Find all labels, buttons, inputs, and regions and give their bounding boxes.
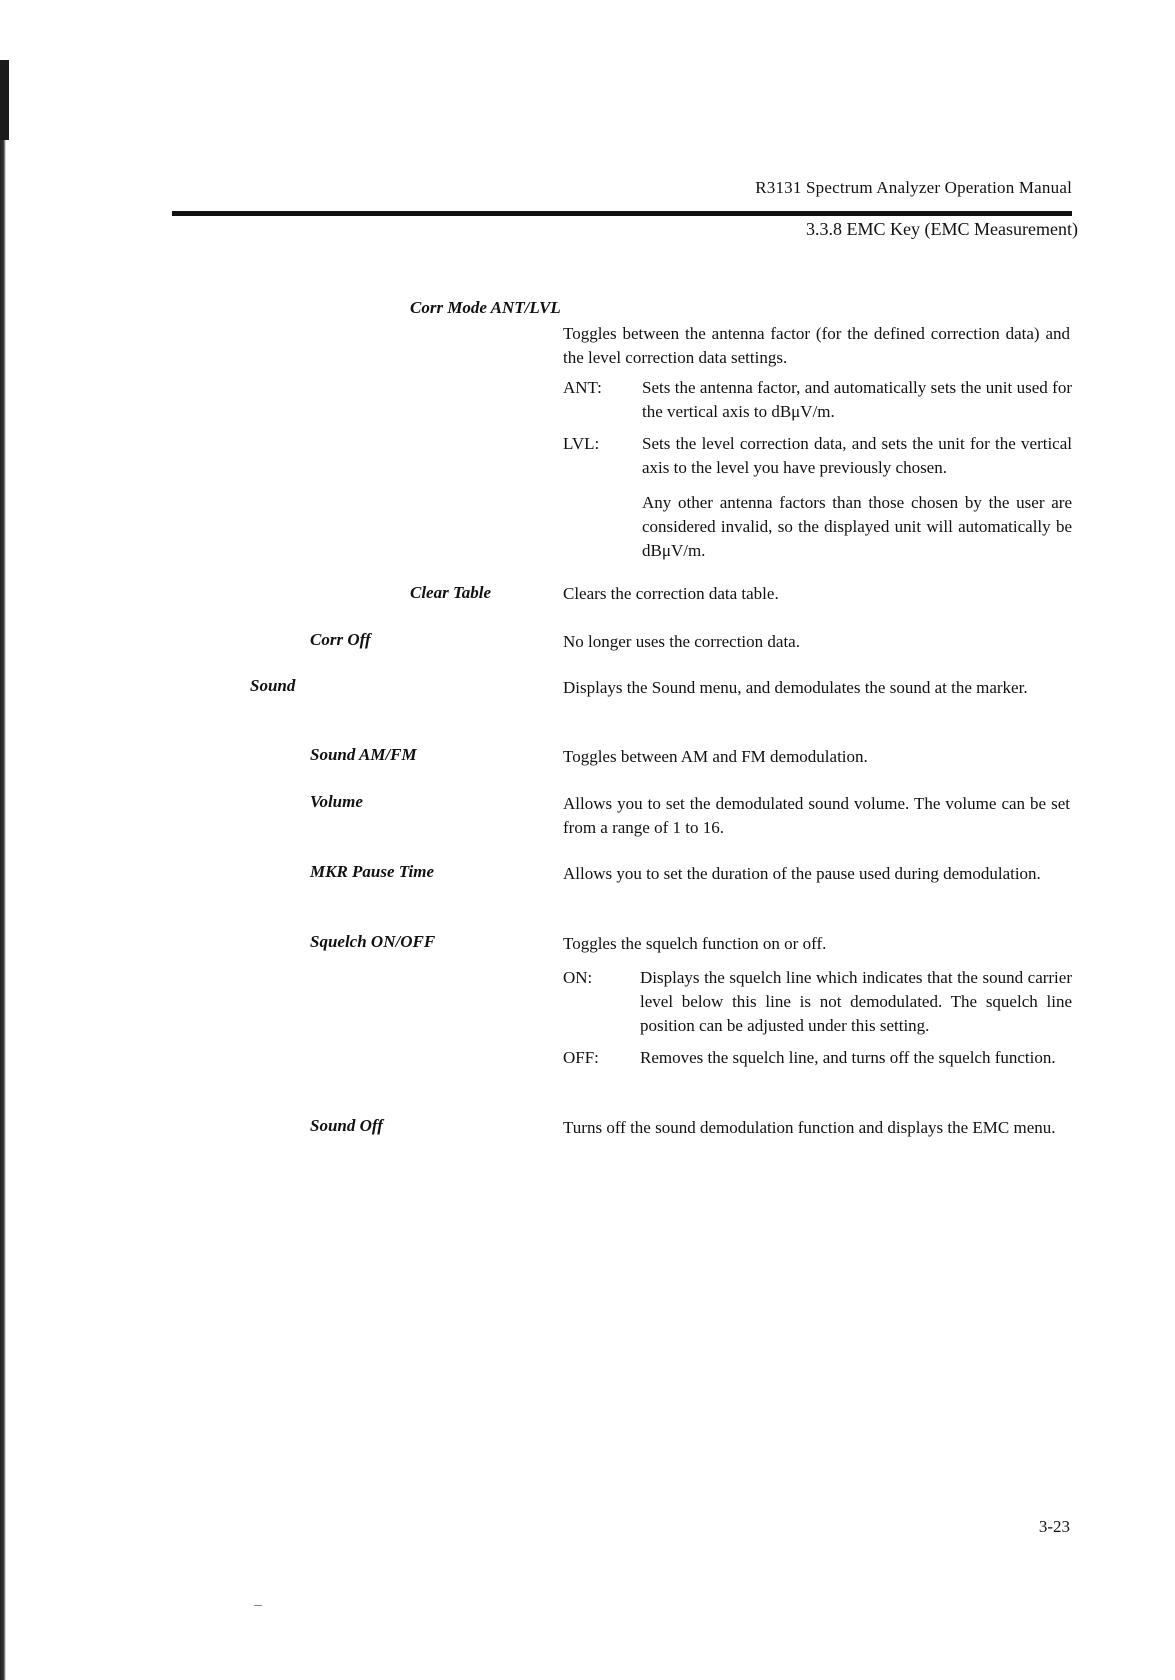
term-mkr-pause-time: MKR Pause Time — [310, 862, 435, 881]
option-label-lvl: LVL: — [563, 434, 600, 453]
option-label-off: OFF: — [563, 1048, 599, 1067]
desc-mkr-pause-time: Allows you to set the duration of the pause used during demodulation. — [563, 864, 1041, 883]
term-corr-off: Corr Off — [310, 630, 371, 649]
scan-edge-shadow-top — [0, 60, 9, 140]
option-text-ant: Sets the antenna factor, and automatically sets the unit used for the vertical axis to dBμV/m. — [642, 378, 1072, 421]
desc-volume: Allows you to set the demodulated sound volume. The volume can be set from a range of 1 to 16. — [563, 794, 1070, 837]
term-squelch: Squelch ON/OFF — [310, 932, 436, 951]
corr-mode-note: Any other antenna factors than those chosen by the user are considered invalid, so the displayed unit will automatically be dBμV/m. — [642, 493, 1072, 560]
desc-corr-mode: Toggles between the antenna factor (for the defined correction data) and the level correction data settings. — [563, 324, 1070, 367]
manual-title: R3131 Spectrum Analyzer Operation Manual — [755, 178, 1072, 197]
option-text-off: Removes the squelch line, and turns off the squelch function. — [640, 1048, 1056, 1067]
section-title: 3.3.8 EMC Key (EMC Measurement) — [806, 219, 1078, 239]
option-label-ant: ANT: — [563, 378, 602, 397]
term-clear-table: Clear Table — [410, 583, 492, 602]
header-rule — [172, 211, 1072, 216]
desc-corr-off: No longer uses the correction data. — [563, 632, 800, 651]
option-text-on: Displays the squelch line which indicates that the sound carrier level below this line is not demodulated. The squelch line position can be adjusted under this setting. — [640, 968, 1072, 1035]
desc-clear-table: Clears the correction data table. — [563, 584, 779, 603]
term-volume: Volume — [310, 792, 363, 811]
desc-sound-off: Turns off the sound demodulation function and displays the EMC menu. — [563, 1118, 1056, 1137]
desc-sound-am-fm: Toggles between AM and FM demodulation. — [563, 747, 868, 766]
desc-squelch: Toggles the squelch function on or off. — [563, 934, 827, 953]
page-number: 3-23 — [1038, 1517, 1070, 1536]
scan-edge-shadow — [0, 60, 6, 1680]
term-sound-off: Sound Off — [310, 1116, 383, 1135]
margin-mark — [254, 1605, 262, 1606]
term-corr-mode: Corr Mode ANT/LVL — [410, 298, 561, 317]
desc-sound: Displays the Sound menu, and demodulates the sound at the marker. — [563, 678, 1028, 697]
term-sound-am-fm: Sound AM/FM — [310, 745, 417, 764]
option-text-lvl: Sets the level correction data, and sets the unit for the vertical axis to the level you have previously chosen. — [642, 434, 1072, 477]
term-sound: Sound — [250, 676, 296, 695]
option-label-on: ON: — [563, 968, 593, 987]
